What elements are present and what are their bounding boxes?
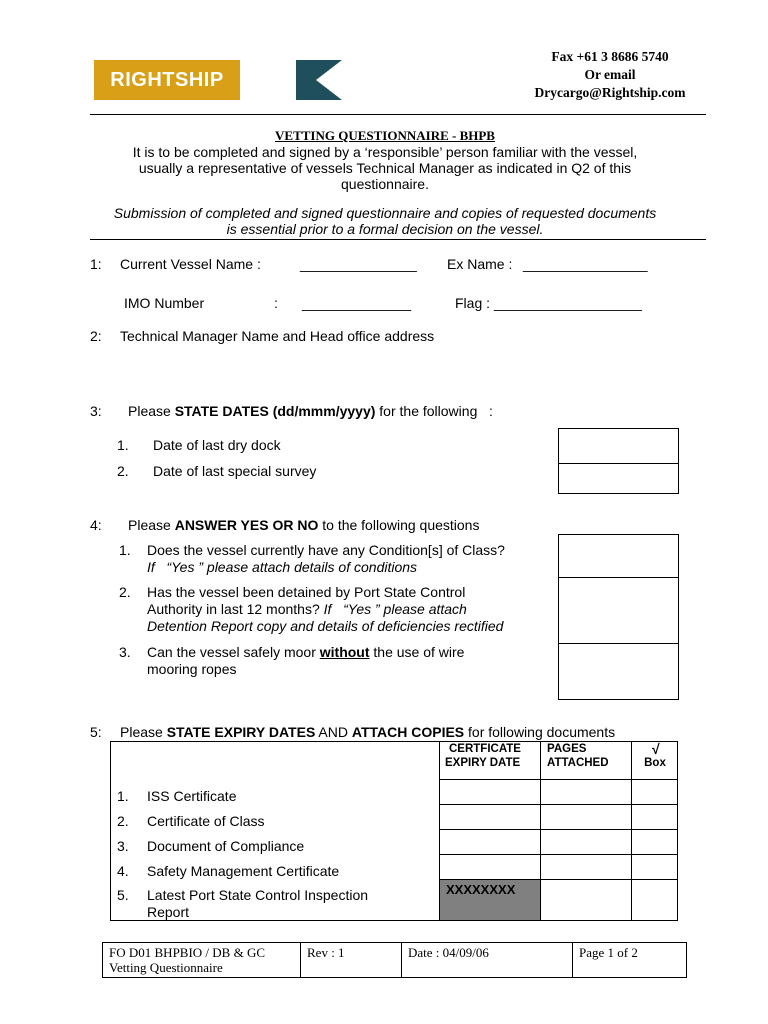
- title-rule: [90, 239, 706, 240]
- xxx-marker: XXXXXXXX: [446, 882, 516, 897]
- doc-item-3-number: 3.: [117, 838, 129, 854]
- q4-heading: [128, 517, 479, 534]
- q3-bold: STATE DATES (dd/mmm/yyyy): [174, 403, 376, 419]
- or-email: Or email: [584, 67, 636, 82]
- imo-label: IMO Number: [124, 295, 205, 311]
- header-rule: [90, 114, 706, 115]
- table-vline-2: [540, 741, 541, 921]
- q2-text: Technical Manager Name and Head office address: [120, 328, 435, 344]
- q3-please: Please: [128, 403, 175, 419]
- doc-item-5-text: Latest Port State Control Inspection: [147, 887, 369, 903]
- conditions-answer-box[interactable]: [558, 534, 679, 578]
- intro-line-3: questionnaire.: [341, 176, 429, 192]
- q4-item-1-line-2: If “Yes ” please attach details of conditions: [147, 559, 418, 575]
- q4-rest: to the following questions: [318, 517, 480, 533]
- col-expiry-header: [445, 742, 521, 770]
- q2-number: 2:: [90, 328, 102, 344]
- q4-item-1-line-1: Does the vessel currently have any Condition[s] of Class?: [147, 542, 505, 558]
- mooring-answer-box[interactable]: [558, 643, 679, 700]
- col-expiry-line-2: EXPIRY DATE: [445, 757, 521, 769]
- logo-text: RIGHTSHIP: [110, 68, 224, 91]
- vessel-name-field[interactable]: _______________: [300, 256, 417, 272]
- col-pages-header: [547, 742, 609, 770]
- doc-item-4-number: 4.: [117, 863, 129, 879]
- q5-bold-2: ATTACH COPIES: [351, 724, 465, 740]
- flag-field[interactable]: ___________________: [494, 295, 642, 311]
- col-pages-line-2: ATTACHED: [547, 757, 609, 769]
- title-block: [90, 128, 680, 192]
- header-contact: [500, 48, 720, 102]
- iss-tick-cell[interactable]: [632, 780, 677, 804]
- rightship-logo: [94, 60, 240, 100]
- notice-line-2: is essential prior to a formal decision on the vessel.: [226, 221, 544, 237]
- flag-label: Flag :: [455, 295, 491, 311]
- intro-line-2: usually a representative of vessels Technical Manager as indicated in Q2 of this: [138, 160, 632, 176]
- q4-item-2-line-2b: If “Yes ” please attach: [323, 601, 467, 617]
- table-hline-2: [439, 804, 678, 805]
- q3-item-2-number: 2.: [117, 463, 129, 479]
- col-tick-header: [632, 742, 678, 770]
- k-logo-icon: [296, 60, 342, 100]
- imo-field[interactable]: ______________: [302, 295, 412, 311]
- doc-item-5-line-2: Report: [147, 904, 190, 920]
- q3-heading: [128, 403, 493, 420]
- doc-item-2-text: Certificate of Class: [147, 813, 265, 829]
- q4-item-2-line-1: Has the vessel been detained by Port State Control: [147, 584, 466, 600]
- q4-item-2-line-2a: Authority in last 12 months?: [147, 601, 324, 617]
- q5-bold-1: STATE EXPIRY DATES: [166, 724, 316, 740]
- q4-item-1-number: 1.: [119, 542, 131, 558]
- q4-item-3-line-1: [147, 644, 464, 661]
- col-tick-line-2: Box: [644, 757, 666, 769]
- doc-item-2-number: 2.: [117, 813, 129, 829]
- q3-rest: for the following :: [375, 403, 493, 419]
- q4-item-2-number: 2.: [119, 584, 131, 600]
- q4-item-3-line-2: mooring ropes: [147, 661, 237, 677]
- submission-notice: [90, 205, 680, 237]
- q4-item-3-number: 3.: [119, 644, 131, 660]
- col-expiry-line-1: CERTFICATE: [449, 743, 521, 755]
- page-title: VETTING QUESTIONNAIRE - BHPB: [275, 128, 495, 143]
- q5-please: Please: [120, 724, 167, 740]
- doc-item-3-text: Document of Compliance: [147, 838, 305, 854]
- doc-item-1-text: ISS Certificate: [147, 788, 237, 804]
- footer-doc-line-1: FO D01 BHPBIO / DB & GC: [109, 945, 266, 960]
- q5-rest: for following documents: [464, 724, 616, 740]
- q1-number: 1:: [90, 256, 102, 272]
- intro-line-1: It is to be completed and signed by a ‘responsible’ person familiar with the vessel,: [132, 144, 638, 160]
- q4-please: Please: [128, 517, 175, 533]
- col-pages-line-1: PAGES: [547, 743, 587, 755]
- email-address: Drycargo@Rightship.com: [534, 85, 686, 100]
- footer-doc-line-2: Vetting Questionnaire: [109, 960, 223, 975]
- q4-item-3-line-1a: Can the vessel safely moor: [147, 644, 320, 660]
- iss-expiry-cell[interactable]: [440, 780, 540, 804]
- footer-date: Date : 04/09/06: [402, 943, 573, 978]
- q3-item-1-number: 1.: [117, 437, 129, 453]
- q5-heading: [120, 724, 615, 741]
- footer-rev: Rev : 1: [301, 943, 402, 978]
- special-survey-date-box[interactable]: [558, 463, 679, 494]
- q3-item-2-text: Date of last special survey: [153, 463, 317, 479]
- detention-answer-box[interactable]: [558, 577, 679, 644]
- q4-item-2-line-3: Detention Report copy and details of deficiencies rectified: [147, 618, 504, 634]
- tick-icon: √: [651, 741, 659, 757]
- footer-table: [102, 942, 687, 978]
- doc-item-1-number: 1.: [117, 788, 129, 804]
- doc-item-4-text: Safety Management Certificate: [147, 863, 340, 879]
- q3-item-1-text: Date of last dry dock: [153, 437, 281, 453]
- table-hline-3: [439, 829, 678, 830]
- iss-pages-cell[interactable]: [541, 780, 631, 804]
- table-hline-4: [439, 854, 678, 855]
- footer-page: Page 1 of 2: [573, 943, 687, 978]
- ex-name-label: Ex Name :: [447, 256, 513, 272]
- doc-item-5-number: 5.: [117, 887, 129, 903]
- notice-line-1: Submission of completed and signed questionnaire and copies of requested documents: [113, 205, 657, 221]
- q4-bold: ANSWER YES OR NO: [174, 517, 319, 533]
- q4-number: 4:: [90, 517, 102, 533]
- imo-colon: :: [274, 295, 278, 311]
- dry-dock-date-box[interactable]: [558, 428, 679, 464]
- vessel-name-label: Current Vessel Name :: [120, 256, 261, 272]
- q4-item-3-without: without: [319, 644, 370, 660]
- fax-number: Fax +61 3 8686 5740: [551, 49, 669, 64]
- q4-item-3-line-1c: the use of wire: [369, 644, 465, 660]
- q3-number: 3:: [90, 403, 102, 419]
- footer-doc-cell: [103, 943, 301, 978]
- q5-number: 5:: [90, 724, 102, 740]
- ex-name-field[interactable]: ________________: [523, 256, 648, 272]
- shaded-expiry-cell: [440, 880, 540, 920]
- q5-and: AND: [315, 724, 352, 740]
- q4-item-2-line-2: [147, 601, 467, 618]
